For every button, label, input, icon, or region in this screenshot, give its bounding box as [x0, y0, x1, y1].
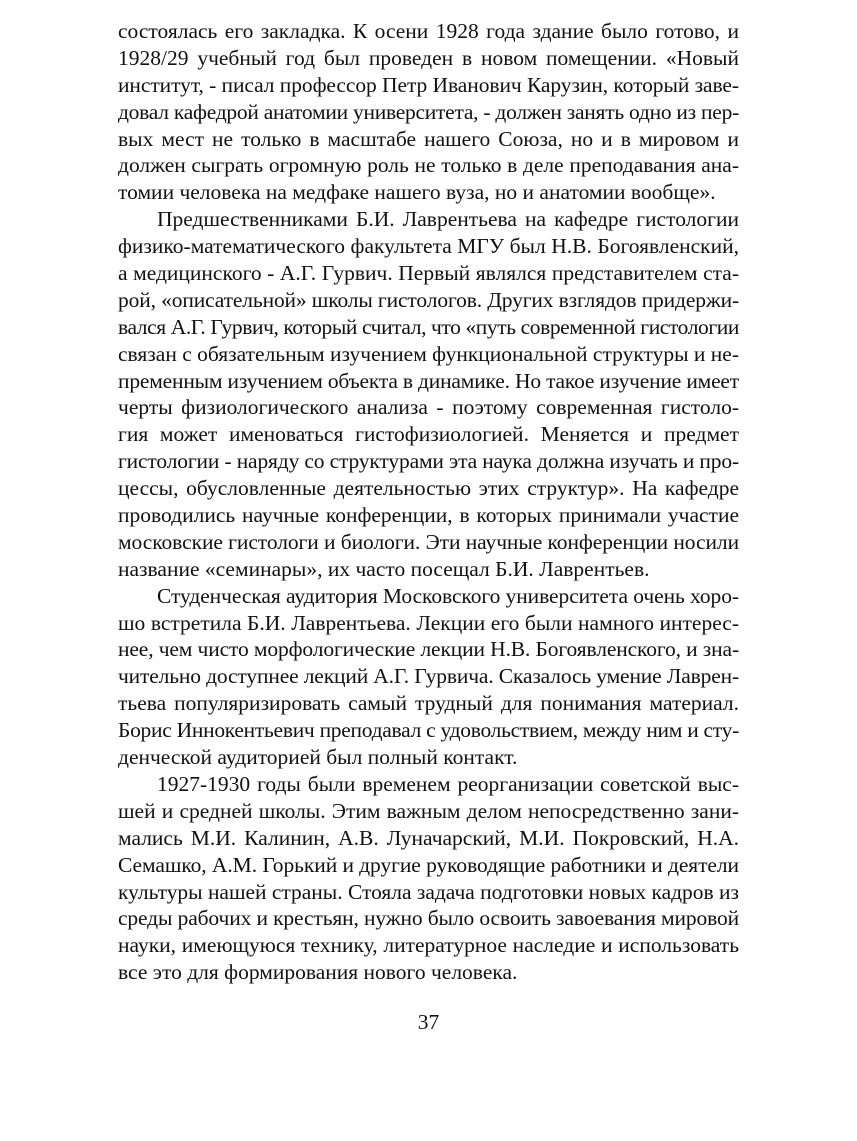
text-line: должен сыграть огромную роль не только в деле преподавания ана- — [118, 153, 739, 178]
text-line: 1927-1930 годы были временем реорганизации советской выс- — [157, 771, 739, 796]
text-line: состоялась его закладка. К осени 1928 года здание было готово, и — [118, 19, 739, 43]
text-line: тьева популяризировать самый трудный для понимания материал. — [118, 691, 739, 716]
paragraph-3 — [118, 583, 739, 771]
text-line: науки, имеющуюся технику, литературное наследие и использовать — [118, 933, 739, 958]
text-line: довал кафедрой анатомии университета, - должен занять одно из пер- — [118, 99, 739, 124]
text-line: гистологии - наряду со структурами эта наука должна изучать и про- — [118, 449, 739, 474]
text-line: название «семинары», их часто посещал Б.И. Лаврентьев. — [118, 556, 650, 581]
text-line: а медицинского - А.Г. Гурвич. Первый являлся представителем ста- — [118, 261, 739, 286]
text-line: мались М.И. Калинин, А.В. Луначарский, М.И. Покровский, Н.А. — [118, 825, 739, 850]
text-line: вался А.Г. Гурвич, который считал, что «путь современной гистологии — [118, 314, 739, 339]
text-line: институт, - писал профессор Петр Иванович Карузин, который заве- — [118, 72, 739, 97]
text-line: культуры нашей страны. Стояла задача подготовки новых кадров из — [118, 879, 739, 904]
body-text — [118, 18, 739, 986]
text-line: все это для формирования нового человека. — [118, 960, 518, 985]
text-line: чительно доступнее лекций А.Г. Гурвича. Сказалось умение Лаврен- — [118, 664, 739, 689]
paragraph-4 — [118, 771, 739, 986]
text-line: томии человека на медфаке нашего вуза, но и анатомии вообще». — [118, 180, 716, 205]
page-number: 37 — [417, 1010, 440, 1034]
text-line: гия может именоваться гистофизиологией. Меняется и предмет — [118, 422, 739, 447]
text-line: цессы, обусловленные деятельностью этих структур». На кафедре — [118, 476, 739, 501]
text-line: Семашко, А.М. Горький и другие руководящие работники и деятели — [118, 852, 739, 877]
text-line: шо встретила Б.И. Лаврентьева. Лекции его были намного интерес- — [118, 610, 739, 635]
text-line: физико-математического факультета МГУ был Н.В. Богоявленский, — [118, 234, 739, 259]
text-line: денческой аудиторией был полный контакт. — [118, 745, 518, 770]
paragraph-1 — [118, 18, 739, 206]
text-line: Студенческая аудитория Московского университета очень хоро- — [157, 583, 739, 608]
text-line: среды рабочих и крестьян, нужно было освоить завоевания мировой — [118, 906, 739, 931]
text-line: пременным изучением объекта в динамике. Но такое изучение имеет — [118, 368, 739, 393]
text-line: 1928/29 учебный год был проведен в новом помещении. «Новый — [118, 45, 739, 70]
text-line: шей и средней школы. Этим важным делом непосредственно зани- — [118, 798, 739, 823]
text-line: проводились научные конференции, в которых принимали участие — [118, 503, 739, 528]
text-line: вых мест не только в масштабе нашего Союза, но и в мировом и — [118, 126, 739, 151]
text-line: рой, «описательной» школы гистологов. Других взглядов придержи- — [118, 287, 739, 312]
text-line: связан с обязательным изучением функциональной структуры и не- — [118, 341, 739, 366]
text-line: Борис Иннокентьевич преподавал с удовольствием, между ним и сту- — [118, 718, 739, 743]
text-line: нее, чем чисто морфологические лекции Н.В. Богоявленского, и зна- — [118, 637, 739, 662]
paragraph-2 — [118, 206, 739, 582]
text-line: Предшественниками Б.И. Лаврентьева на кафедре гистологии — [157, 207, 739, 232]
text-line: московские гистологи и биологи. Эти научные конференции носили — [118, 529, 739, 554]
text-line: черты физиологического анализа - поэтому современная гистоло- — [118, 395, 739, 420]
